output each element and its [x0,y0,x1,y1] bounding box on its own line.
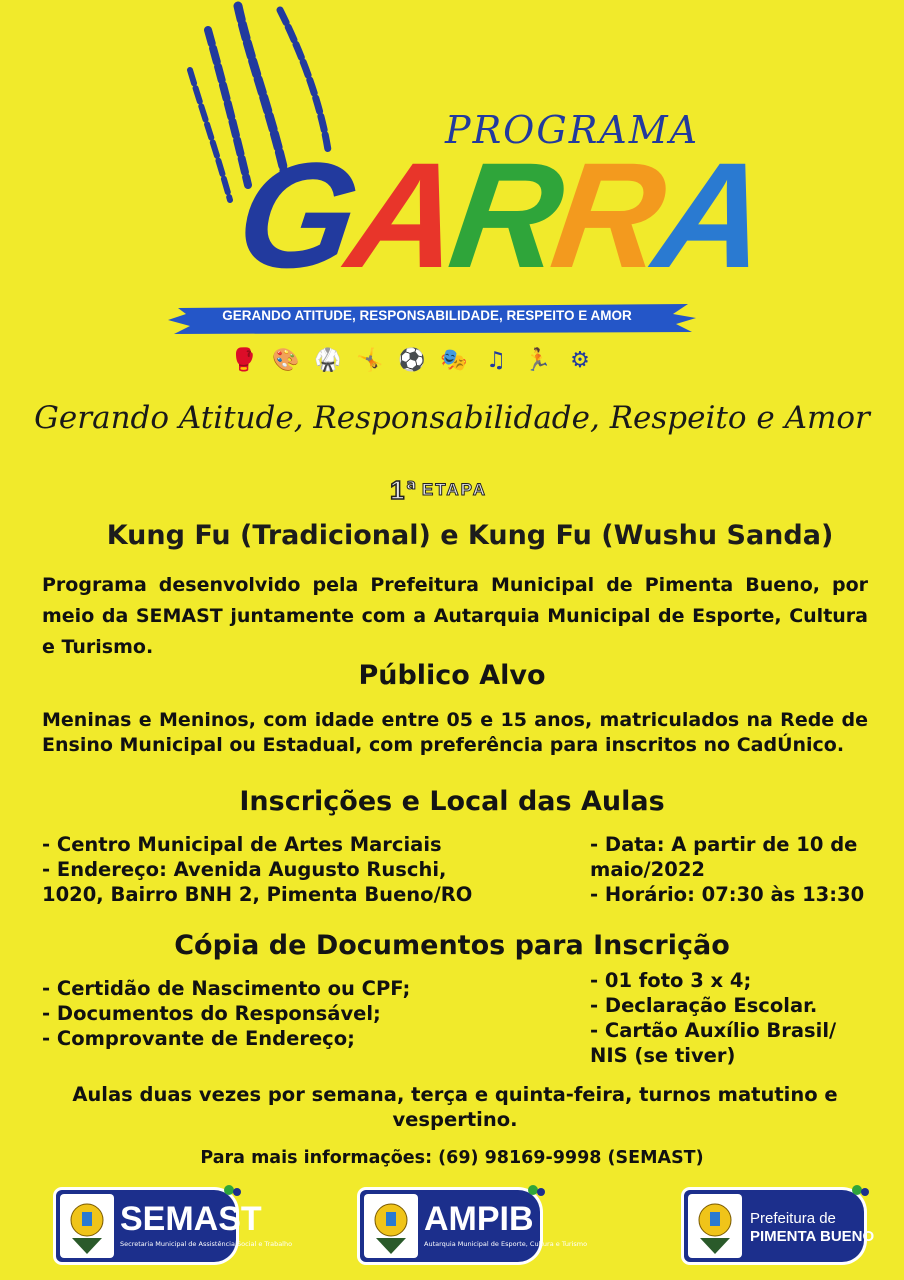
stage-ordinal: a [406,477,416,493]
coat-of-arms-icon [60,1194,114,1258]
target-heading: Público Alvo [358,660,546,691]
theater-masks-icon: 🎭 [440,348,468,373]
list-item: - Comprovante de Endereço; [42,1027,355,1050]
palette-icon: 🎨 [272,348,300,373]
garra-letter-a2: A [645,131,772,299]
intro-paragraph: Programa desenvolvido pela Prefeitura Municipal de Pimenta Bueno, por meio da SEMAST juntamente com a Autarquia Municipal de Esporte, Cultura e Turismo. [42,574,868,658]
boxing-glove-icon: 🥊 [230,348,258,373]
badge-name: SEMAST [120,1200,262,1238]
slogan: Gerando Atitude, Responsabilidade, Respeito e Amor [34,400,870,436]
music-note-icon: ♫ [486,348,506,373]
list-item: - Documentos do Responsável; [42,1002,381,1025]
modality-heading: Kung Fu (Tradicional) e Kung Fu (Wushu Sanda) [106,520,834,551]
badge-subtitle: Secretaria Municipal de Assistência Social e Trabalho [120,1240,293,1248]
location-left-list [42,832,562,907]
contact-info: Para mais informações: (69) 98169-9998 (SEMAST) [200,1148,704,1168]
badge-subtitle: Autarquia Municipal de Esporte, Cultura e Turismo [424,1240,588,1248]
list-item: - Centro Municipal de Artes Marciais [42,833,442,856]
ampib-logo [360,1190,588,1262]
dance-icon: 🤸 [356,348,384,373]
garra-letter-r1: R [441,131,568,299]
garra-wordmark [228,131,772,299]
activity-icons [230,348,594,373]
list-item: - Cartão Auxílio Brasil/ NIS (se tiver) [590,1019,837,1067]
garra-letter-a1: A [338,131,465,299]
program-label: PROGRAMA [445,108,700,152]
garra-letter-g: G [228,131,363,299]
list-item: - Declaração Escolar. [590,994,818,1017]
badge-name: AMPIB [424,1200,534,1238]
target-paragraph: Meninas e Meninos, com idade entre 05 e 15 anos, matriculados na Rede de Ensino Municipal ou Estadual, com preferência para inscritos no CadÚnico. [42,709,868,756]
list-item: - Endereço: Avenida Augusto Ruschi, 1020, Bairro BNH 2, Pimenta Bueno/RO [42,858,473,906]
badge-name: PIMENTA BUENO [750,1228,875,1245]
martial-arts-icon: 🥋 [314,348,342,373]
documents-right-list [590,968,880,1068]
stage-badge [390,475,487,506]
list-item: - 01 foto 3 x 4; [590,969,752,992]
color-dots-icon [850,1176,872,1198]
soccer-ball-icon: ⚽ [398,348,426,373]
location-heading: Inscrições e Local das Aulas [239,786,665,817]
semast-logo [56,1190,293,1262]
color-dots-icon [222,1176,244,1198]
location-right-list [590,832,880,907]
stage-label: ETAPA [421,480,488,499]
color-dots-icon [526,1176,548,1198]
documents-left-list [42,976,562,1051]
list-item: - Data: A partir de 10 de maio/2022 [590,833,858,881]
coat-of-arms-icon [364,1194,418,1258]
documents-heading: Cópia de Documentos para Inscrição [174,930,730,961]
garra-letter-r2: R [543,131,670,299]
band-tagline: GERANDO ATITUDE, RESPONSABILIDADE, RESPEITO E AMOR [222,308,632,323]
list-item: - Certidão de Nascimento ou CPF; [42,977,411,1000]
stage-number: 1 [390,475,405,505]
coat-of-arms-icon [688,1194,742,1258]
schedule-note: Aulas duas vezes por semana, terça e quinta-feira, turnos matutino e vespertino. [72,1083,838,1131]
gear-icon: ⚙ [570,348,590,373]
list-item: - Horário: 07:30 às 13:30 [590,883,865,906]
runner-icon: 🏃 [524,348,552,373]
badge-pre: Prefeitura de [750,1210,836,1227]
prefeitura-logo [684,1190,875,1262]
